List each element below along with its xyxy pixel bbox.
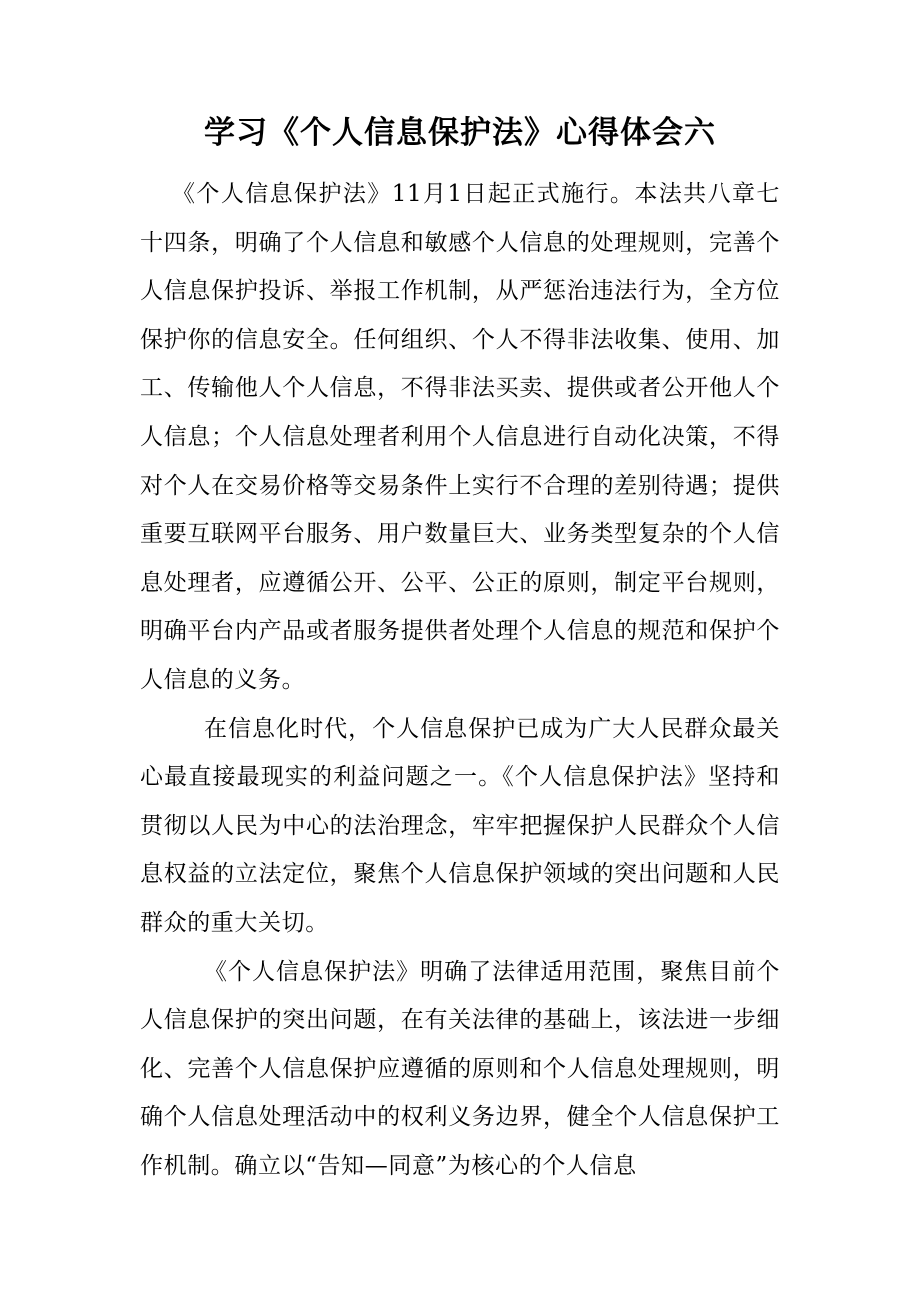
document-body (140, 170, 780, 1190)
paragraph-3: 《个人信息保护法》明确了法律适用范围，聚焦目前个人信息保护的突出问题，在有关法律的基础上，该法进一步细化、完善个人信息保护应遵循的原则和个人信息处理规则，明确个人信息处理活动中的权利义务边界，健全个人信息保护工作机制。确立以“告知—同意”为核心的个人信息 (140, 958, 780, 1179)
paragraph-2: 在信息化时代，个人信息保护已成为广大人民群众最关心最直接最现实的利益问题之一。《个人信息保护法》坚持和贯彻以人民为中心的法治理念，牢牢把握保护人民群众个人信息权益的立法定位，聚焦个人信息保护领域的突出问题和人民群众的重大关切。 (140, 715, 780, 936)
document-title: 学习《个人信息保护法》心得体会六 (204, 115, 716, 151)
paragraph-1: 《个人信息保护法》11月1日起正式施行。本法共八章七十四条，明确了个人信息和敏感个人信息的处理规则，完善个人信息保护投诉、举报工作机制，从严惩治违法行为，全方位保护你的信息安全。任何组织、个人不得非法收集、使用、加工、传输他人个人信息，不得非法买卖、提供或者公开他人个人信息；个人信息处理者利用个人信息进行自动化决策，不得对个人在交易价格等交易条件上实行不合理的差别待遇；提供重要互联网平台服务、用户数量巨大、业务类型复杂的个人信息处理者，应遵循公开、公平、公正的原则，制定平台规则，明确平台内产品或者服务提供者处理个人信息的规范和保护个人信息的义务。 (140, 181, 780, 693)
